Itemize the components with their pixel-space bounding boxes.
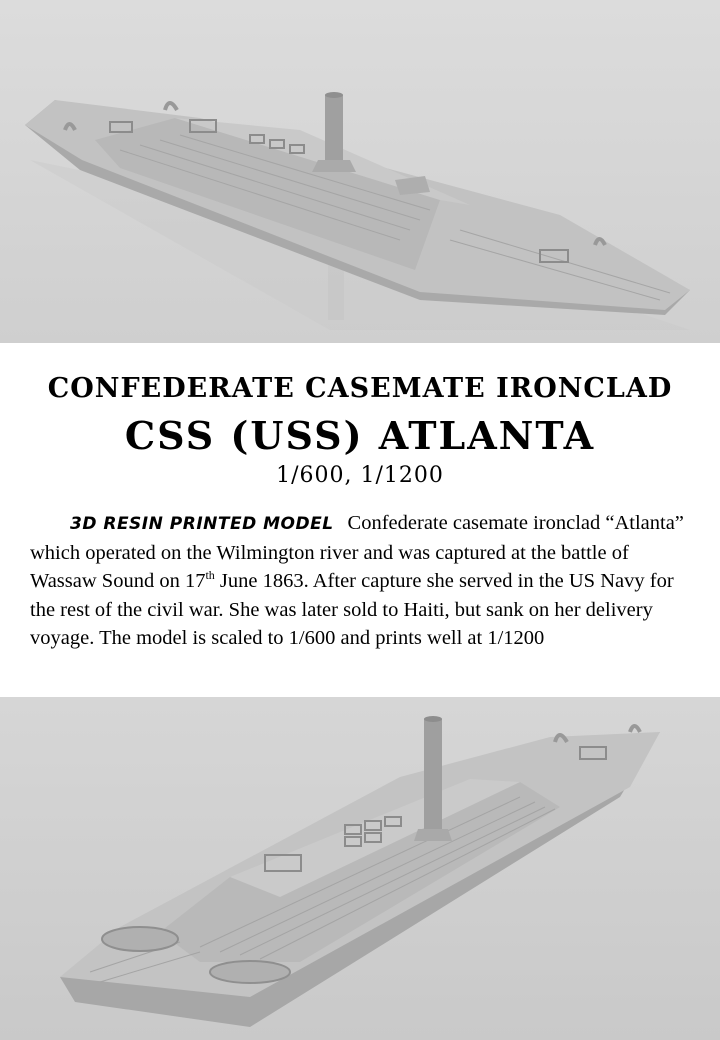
description-text-2: June 1863. After capture she served in the US Navy for the rest of the civil war. She was later sold to Haiti, but sank on her delivery voyage. The model is scaled to 1/600 and prints well at 1/1200 bbox=[30, 570, 674, 649]
model-render-top bbox=[0, 0, 720, 343]
subtitle: CONFEDERATE CASEMATE IRONCLAD bbox=[47, 373, 673, 404]
model-render-bottom bbox=[0, 697, 720, 1040]
model-type-tag: 3D RESIN PRINTED MODEL bbox=[70, 514, 334, 534]
date-suffix: th bbox=[205, 568, 215, 583]
scale-info: 1/600, 1/1200 bbox=[276, 463, 444, 488]
ship-name-title: CSS (USS) ATLANTA bbox=[124, 413, 596, 458]
info-panel bbox=[0, 343, 720, 697]
description-paragraph bbox=[30, 509, 686, 653]
description-text-1: Confederate casemate ironclad “Atlanta” which operated on the Wilmington river and was captured at the battle of Wassaw Sound on 17 bbox=[30, 512, 684, 592]
